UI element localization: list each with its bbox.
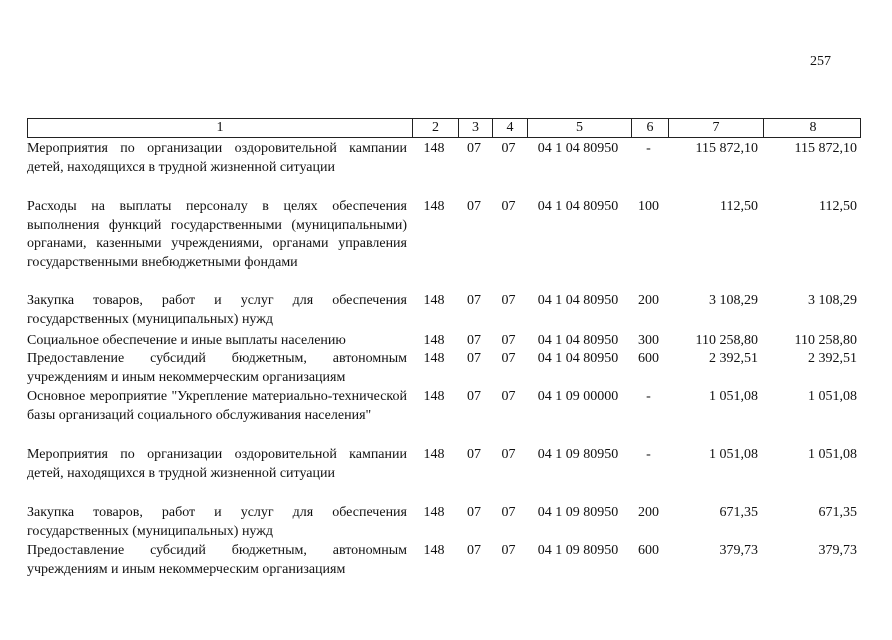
- row-amount-approved: 112,50: [720, 199, 758, 214]
- row-expense-type: -: [646, 389, 651, 404]
- header-col-5: 5: [527, 119, 631, 137]
- row-section: 07: [467, 199, 481, 214]
- row-description: Закупка товаров, работ и услуг для обеспечения государственных (муниципальных) нужд: [27, 293, 407, 327]
- row-expense-type: -: [646, 141, 651, 156]
- header-col-4: 4: [492, 119, 527, 137]
- row-section: 07: [467, 293, 481, 308]
- row-amount-executed: 112,50: [819, 199, 857, 214]
- row-admin-code: 148: [423, 389, 445, 404]
- row-section: 07: [467, 351, 481, 366]
- row-section: 07: [467, 447, 481, 462]
- row-subsection: 07: [501, 543, 516, 558]
- row-amount-executed: 1 051,08: [808, 389, 857, 404]
- row-subsection: 07: [501, 389, 516, 404]
- row-admin-code: 148: [423, 447, 445, 462]
- row-section: 07: [467, 505, 481, 520]
- row-expense-type: -: [646, 447, 651, 462]
- row-target-article: 04 1 09 00000: [537, 389, 619, 404]
- header-col-3: 3: [458, 119, 492, 137]
- row-section: 07: [467, 333, 481, 348]
- row-subsection: 07: [501, 351, 516, 366]
- row-target-article: 04 1 09 80950: [537, 447, 619, 462]
- page-number: 257: [810, 54, 831, 69]
- row-target-article: 04 1 04 80950: [537, 141, 619, 156]
- row-amount-approved: 1 051,08: [709, 389, 758, 404]
- table-row: [27, 388, 861, 425]
- row-description: Предоставление субсидий бюджетным, автономным учреждениям и иным некоммерческим организациям: [27, 351, 407, 385]
- row-section: 07: [467, 141, 481, 156]
- row-expense-type: 600: [638, 543, 659, 558]
- row-expense-type: 300: [638, 333, 659, 348]
- row-amount-approved: 1 051,08: [709, 447, 758, 462]
- row-description: Расходы на выплаты персоналу в целях обеспечения выполнения функций государственными (муниципальными) органами, казенными учреждениями, органами управления государственными внебюджетными фондами: [27, 199, 407, 270]
- row-amount-approved: 379,73: [719, 543, 758, 558]
- row-description: Основное мероприятие "Укрепление материально-технической базы организаций социального обслуживания населения": [27, 389, 407, 423]
- table-row: [27, 350, 861, 387]
- row-target-article: 04 1 04 80950: [537, 293, 619, 308]
- header-col-1: 1: [216, 120, 224, 135]
- row-description: Закупка товаров, работ и услуг для обеспечения государственных (муниципальных) нужд: [27, 505, 407, 539]
- table-row: [27, 198, 861, 272]
- row-subsection: 07: [501, 505, 516, 520]
- table-row: [27, 332, 861, 351]
- row-amount-approved: 671,35: [719, 505, 758, 520]
- table-row: [27, 542, 861, 579]
- row-subsection: 07: [501, 293, 516, 308]
- row-amount-executed: 379,73: [818, 543, 857, 558]
- header-col-6: 6: [631, 119, 668, 137]
- row-admin-code: 148: [423, 293, 445, 308]
- row-admin-code: 148: [423, 199, 445, 214]
- row-amount-executed: 671,35: [818, 505, 857, 520]
- row-amount-executed: 115 872,10: [794, 141, 857, 156]
- table-row: [27, 504, 861, 541]
- row-admin-code: 148: [423, 333, 445, 348]
- row-expense-type: 600: [638, 351, 659, 366]
- row-admin-code: 148: [423, 505, 445, 520]
- row-expense-type: 200: [638, 293, 659, 308]
- row-amount-executed: 110 258,80: [794, 333, 857, 348]
- row-description: Социальное обеспечение и иные выплаты населению: [27, 333, 346, 348]
- row-target-article: 04 1 04 80950: [537, 351, 619, 366]
- table-row: [27, 446, 861, 483]
- row-amount-approved: 110 258,80: [695, 333, 758, 348]
- row-target-article: 04 1 04 80950: [537, 199, 619, 214]
- row-expense-type: 200: [638, 505, 659, 520]
- row-target-article: 04 1 04 80950: [537, 333, 619, 348]
- row-subsection: 07: [501, 199, 516, 214]
- row-amount-approved: 3 108,29: [709, 293, 758, 308]
- table-row: [27, 292, 861, 329]
- row-admin-code: 148: [423, 141, 445, 156]
- row-description: Мероприятия по организации оздоровительной кампании детей, находящихся в трудной жизненной ситуации: [27, 141, 407, 175]
- row-target-article: 04 1 09 80950: [537, 543, 619, 558]
- header-col-7: 7: [668, 119, 763, 137]
- budget-table: [27, 118, 861, 577]
- row-description: Предоставление субсидий бюджетным, автономным учреждениям и иным некоммерческим организациям: [27, 543, 407, 577]
- row-amount-executed: 3 108,29: [808, 293, 857, 308]
- row-subsection: 07: [501, 333, 516, 348]
- row-expense-type: 100: [638, 199, 659, 214]
- row-amount-approved: 2 392,51: [709, 351, 758, 366]
- row-amount-executed: 2 392,51: [808, 351, 857, 366]
- row-amount-approved: 115 872,10: [695, 141, 758, 156]
- header-col-2: 2: [412, 119, 458, 137]
- row-section: 07: [467, 543, 481, 558]
- row-admin-code: 148: [423, 543, 445, 558]
- row-subsection: 07: [501, 141, 516, 156]
- row-amount-executed: 1 051,08: [808, 447, 857, 462]
- row-admin-code: 148: [423, 351, 445, 366]
- row-description: Мероприятия по организации оздоровительной кампании детей, находящихся в трудной жизненной ситуации: [27, 447, 407, 481]
- row-section: 07: [467, 389, 481, 404]
- row-subsection: 07: [501, 447, 516, 462]
- row-target-article: 04 1 09 80950: [537, 505, 619, 520]
- header-col-8: 8: [763, 119, 862, 137]
- table-header: [27, 118, 861, 138]
- table-row: [27, 140, 861, 177]
